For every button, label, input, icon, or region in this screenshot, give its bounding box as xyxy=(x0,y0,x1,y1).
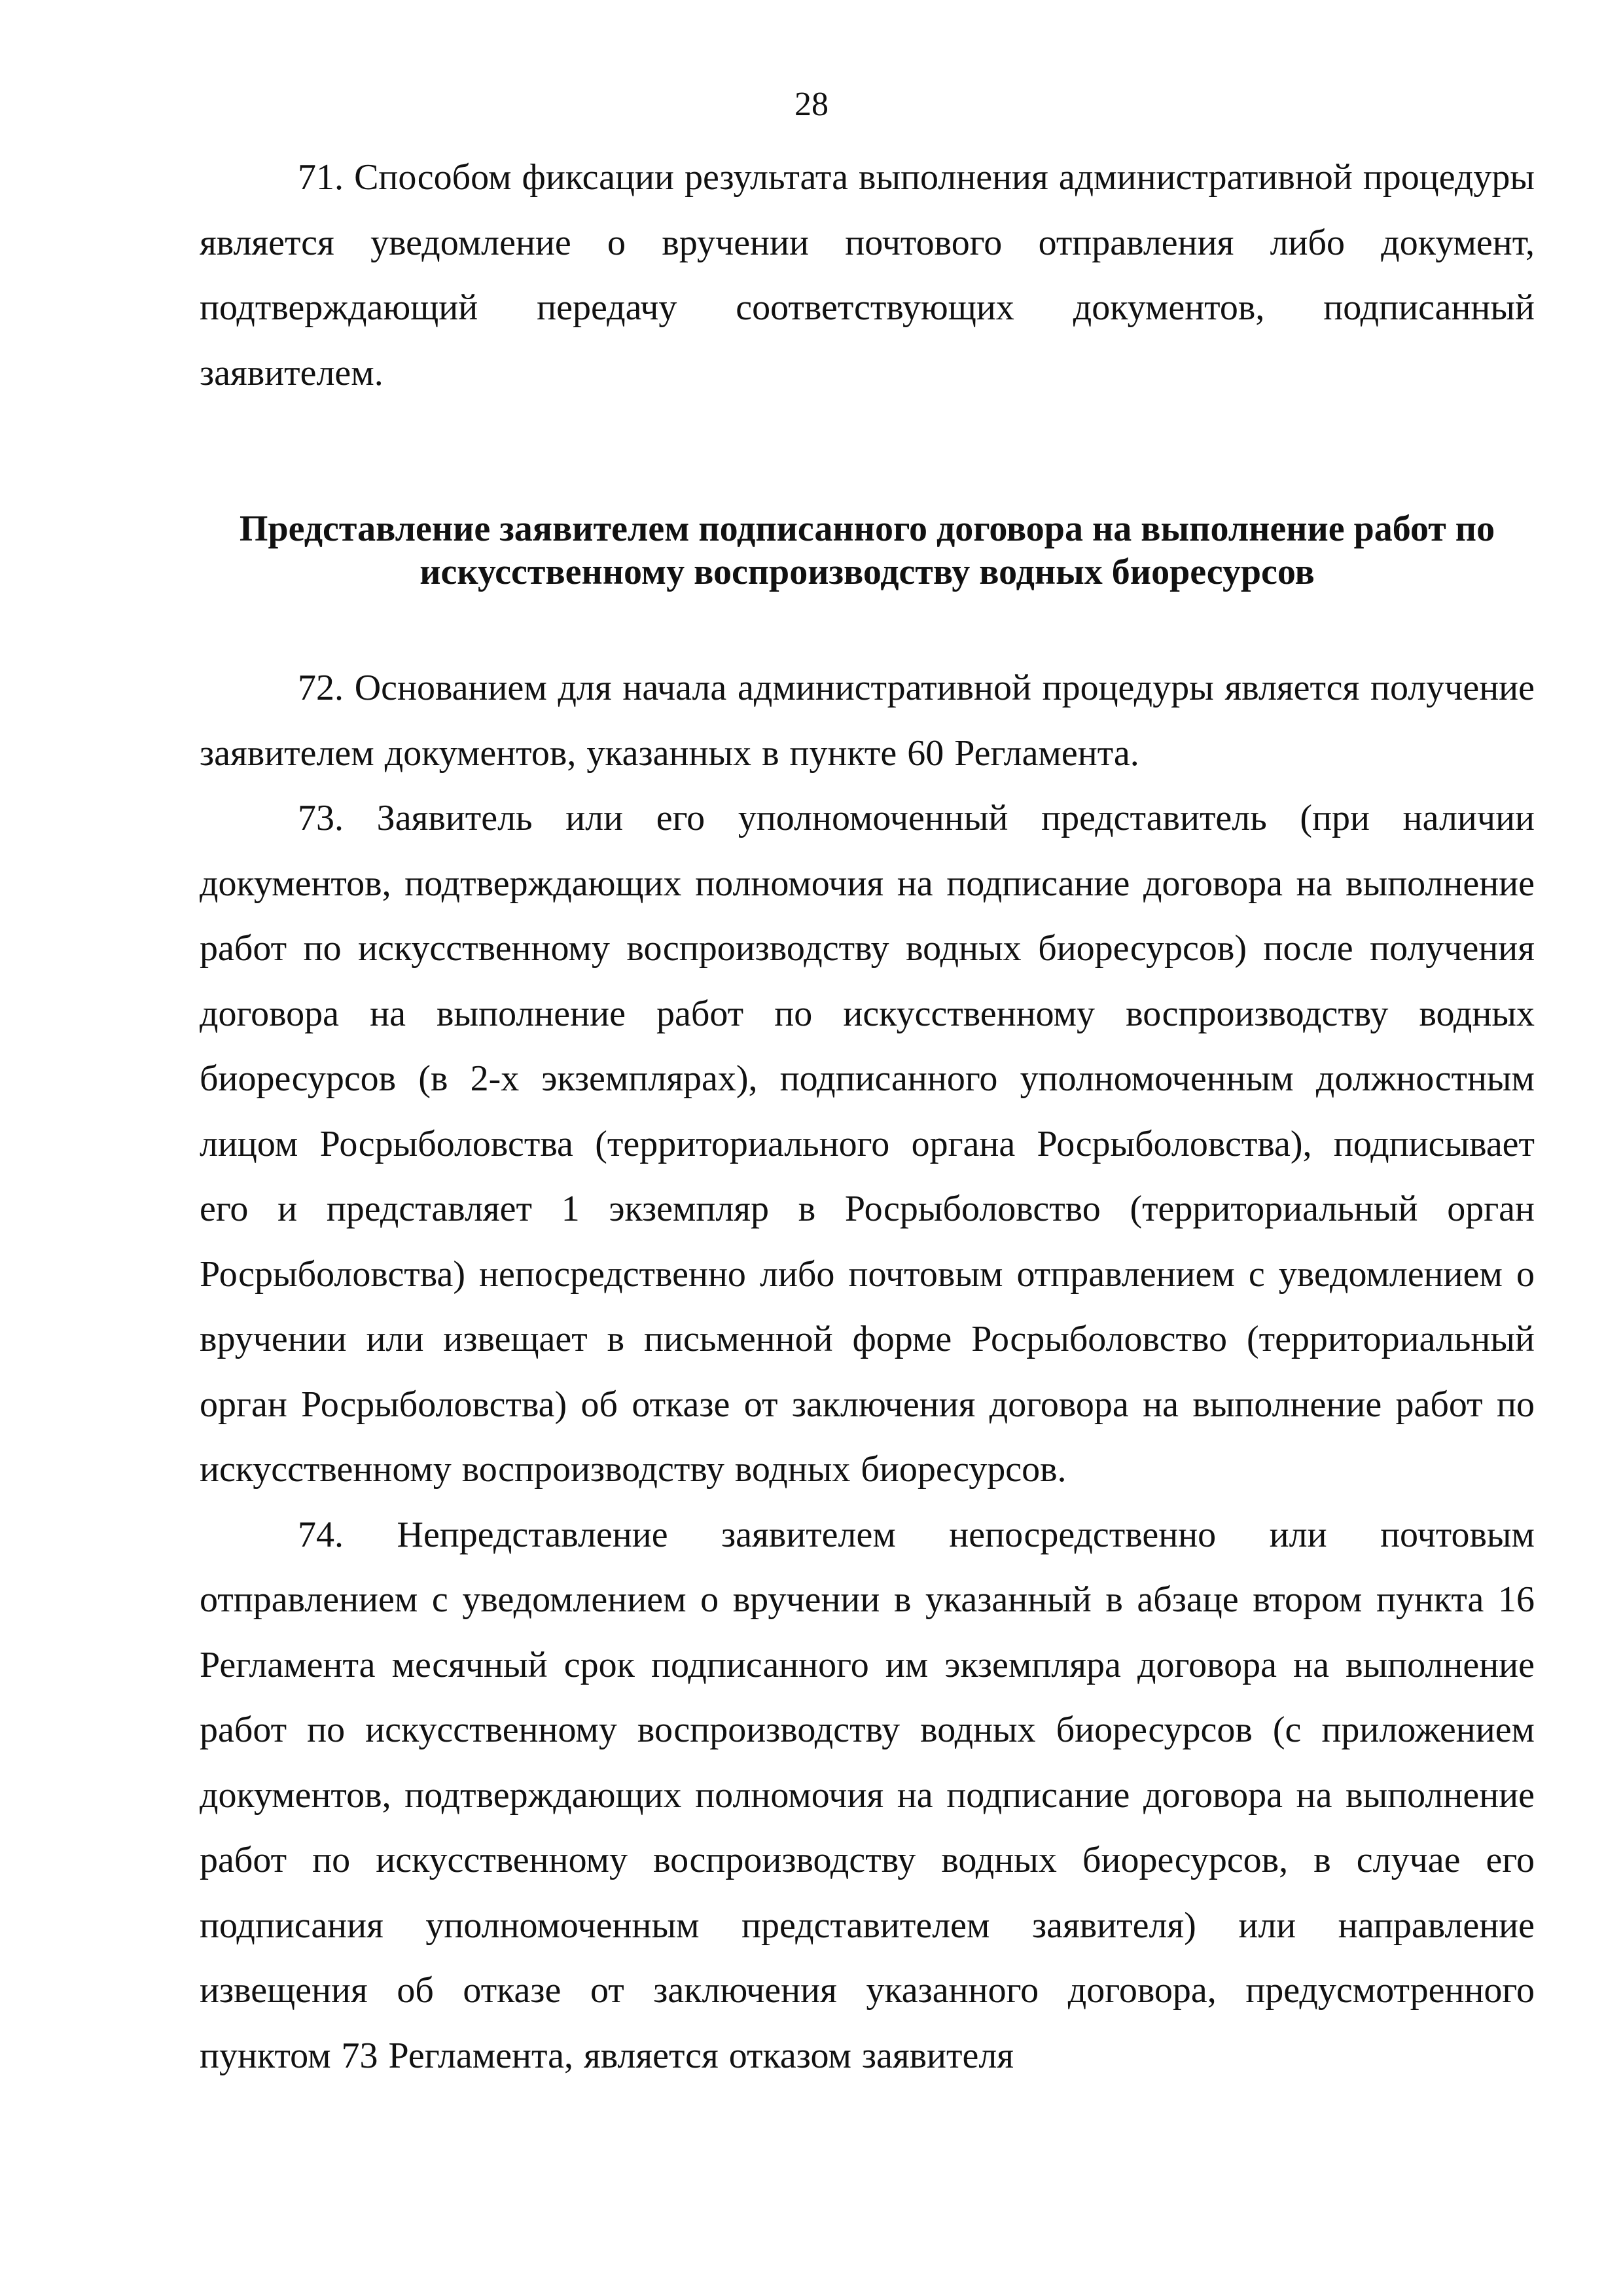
document-body xyxy=(200,145,1535,2089)
paragraph-73: 73. Заявитель или его уполномоченный представитель (при наличии документов, подтверждающих полномочия на подписание договора на выполнение работ по искусственному воспроизводству водных биоресурсов) после получения договора на выполнение работ по искусственному воспроизводству водных биоресурсов (в 2-х экземплярах), подписанного уполномоченным должностным лицом Росрыболовства (территориального органа Росрыболовства), подписывает его и представляет 1 экземпляр в Росрыболовство (территориальный орган Росрыболовства) непосредственно либо почтовым отправлением с уведомлением о вручении или извещает в письменной форме Росрыболовство (территориальный орган Росрыболовства) об отказе от заключения договора на выполнение работ по искусственному воспроизводству водных биоресурсов. xyxy=(200,798,1535,1490)
paragraph-74: 74. Непредставление заявителем непосредственно или почтовым отправлением с уведомлением о вручении в указанный в абзаце втором пункта 16 Регламента месячный срок подписанного им экземпляра договора на выполнение работ по искусственному воспроизводству водных биоресурсов (с приложением документов, подтверждающих полномочия на подписание договора на выполнение работ по искусственному воспроизводству водных биоресурсов, в случае его подписания уполномоченным представителем заявителя) или направление извещения об отказе от заключения указанного договора, предусмотренного пунктом 73 Регламента, является отказом заявителя xyxy=(200,1514,1535,2076)
section-heading: Представление заявителем подписанного договора на выполнение работ по искусственному воспроизводству водных биоресурсов xyxy=(239,509,1495,592)
paragraph-71: 71. Способом фиксации результата выполнения административной процедуры является уведомление о вручении почтового отправления либо документ, подтверждающий передачу соответствующих документов, подписанный заявителем. xyxy=(200,157,1535,393)
page-number: 28 xyxy=(794,86,829,123)
paragraph-72: 72. Основанием для начала административной процедуры является получение заявителем документов, указанных в пункте 60 Регламента. xyxy=(200,668,1535,774)
